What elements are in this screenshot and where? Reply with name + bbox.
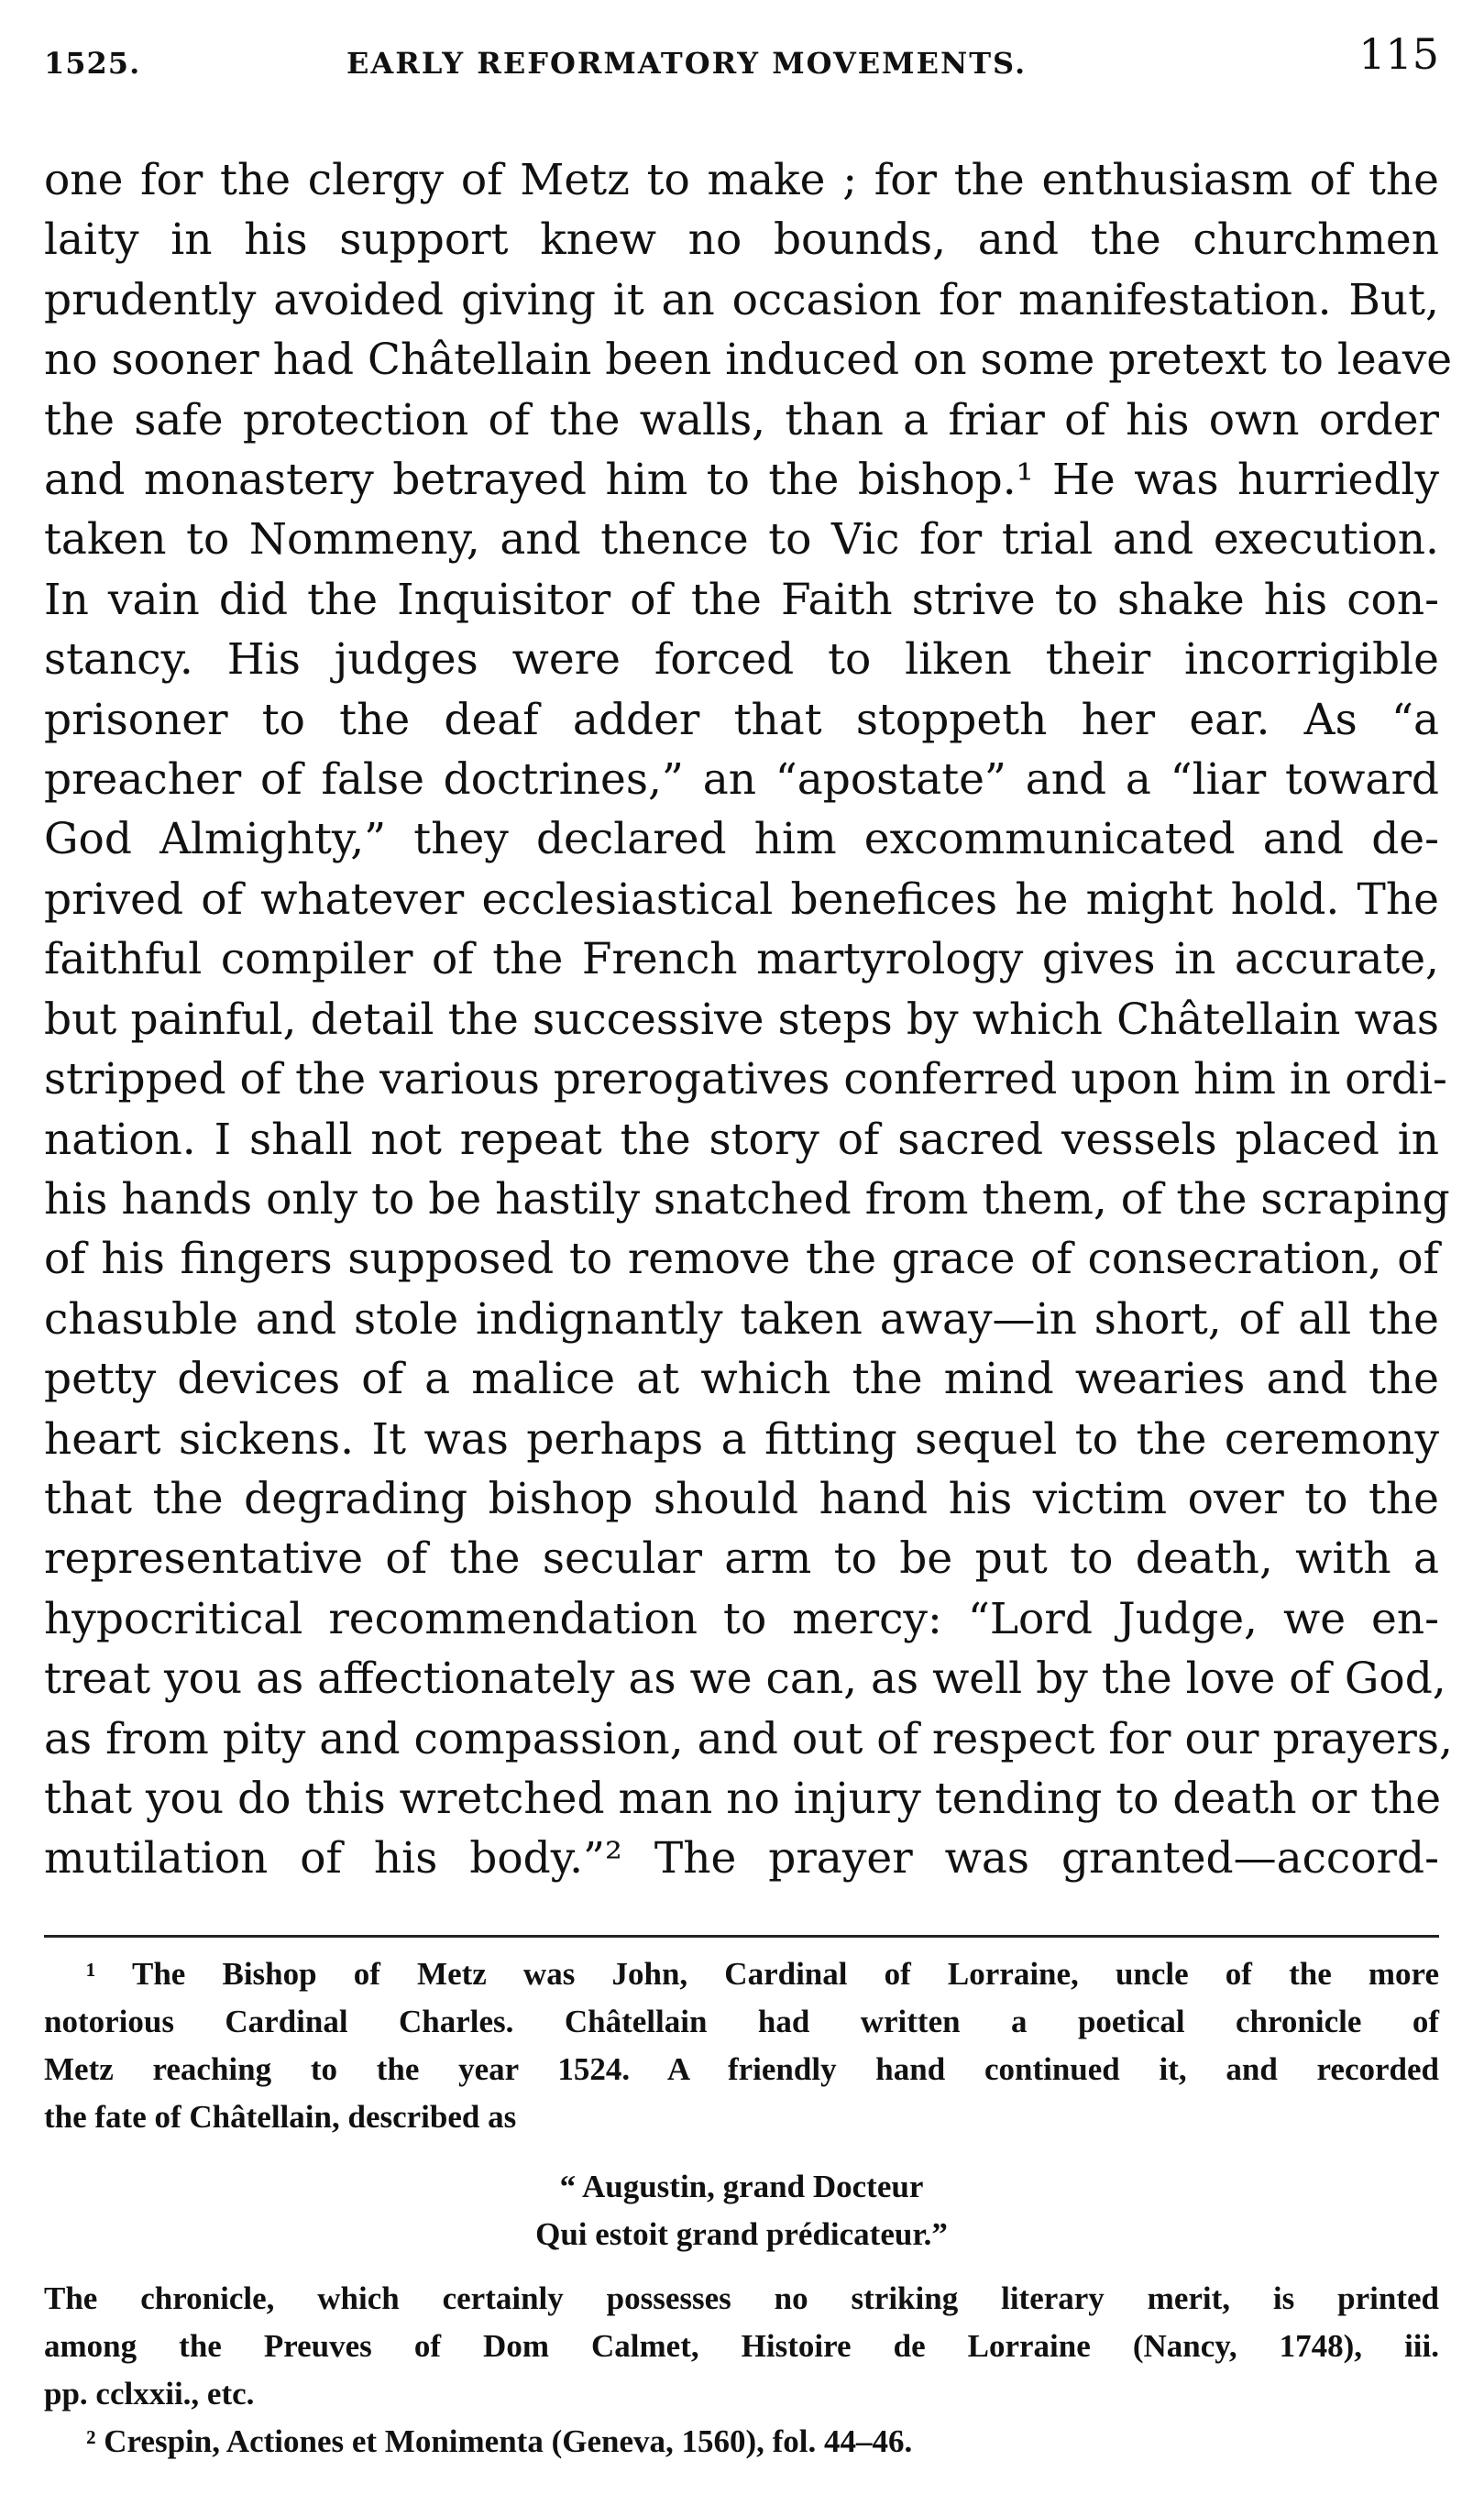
body-line: his hands only to be hastily snatched from them, of the scraping (44, 1173, 1450, 1225)
body-line: taken to Nommeny, and thence to Vic for trial and execution. (44, 514, 1439, 566)
body-line: God Almighty,” they declared him excommunicated and de- (44, 814, 1439, 865)
footnote-1-line: the fate of Châtellain, described as (44, 2098, 517, 2135)
footnote-quote-line: “ Augustin, grand Docteur (559, 2168, 924, 2204)
body-line: chasuble and stole indignantly taken away—in short, of all the (44, 1293, 1439, 1345)
page (44, 26, 1453, 2466)
body-line: and monastery betrayed him to the bishop.¹ He was hurriedly (44, 455, 1439, 506)
body-text (44, 150, 1453, 1889)
footnote-2: ² Crespin, Actiones et Monimenta (Geneva, 1560), fol. 44–46. (86, 2423, 913, 2459)
footnote-1-continuation-line: among the Preuves of Dom Calmet, Histoire de Lorraine (Nancy, 1748), iii. (44, 2327, 1439, 2364)
body-line: the safe protection of the walls, than a friar of his own order (44, 394, 1439, 445)
body-line: prived of whatever ecclesiastical benefices he might hold. The (44, 873, 1439, 925)
body-line: mutilation of his body.”² The prayer was granted—accord- (44, 1833, 1439, 1884)
running-head (44, 26, 1439, 90)
body-line: heart sickens. It was perhaps a fitting sequel to the ceremony (44, 1413, 1439, 1465)
body-line: treat you as affectionately as we can, as well by the love of God, (44, 1654, 1446, 1705)
footnote-1-line: ¹ The Bishop of Metz was John, Cardinal of Lorraine, uncle of the more (86, 1955, 1439, 1992)
body-line: that you do this wretched man no injury tending to death or the (44, 1773, 1442, 1824)
body-line: one for the clergy of Metz to make ; for the enthusiasm of the (44, 155, 1439, 205)
body-line: In vain did the Inquisitor of the Faith strive to shake his con- (44, 574, 1439, 625)
body-line: as from pity and compassion, and out of respect for our prayers, (44, 1713, 1453, 1764)
body-line: petty devices of a malice at which the mind wearies and the (44, 1354, 1439, 1405)
running-head-title: EARLY REFORMATORY MOVEMENTS. (346, 46, 1028, 81)
body-line: nation. I shall not repeat the story of sacred vessels placed in (44, 1114, 1439, 1165)
body-line: no sooner had Châtellain been induced on some pretext to leave (44, 335, 1453, 386)
body-line: laity in his support knew no bounds, and the churchmen (44, 214, 1439, 266)
footnote-rule (44, 1935, 1439, 1938)
body-line: stripped of the various prerogatives conferred upon him in ordi- (44, 1054, 1447, 1105)
footnote-quote-line: Qui estoit grand prédicateur.” (535, 2215, 948, 2252)
body-line: faithful compiler of the French martyrology gives in accurate, (44, 934, 1439, 985)
body-line: prudently avoided giving it an occasion for manifestation. But, (44, 274, 1439, 325)
footnote-1-line: notorious Cardinal Charles. Châtellain had written a poetical chronicle of (44, 2003, 1439, 2039)
body-line: stancy. His judges were forced to liken their incorrigible (44, 634, 1439, 686)
page-number: 115 (1358, 29, 1439, 79)
body-line: of his fingers supposed to remove the grace of consecration, of (44, 1234, 1439, 1285)
footnote-1-line: Metz reaching to the year 1524. A friendly hand continued it, and recorded (44, 2050, 1439, 2087)
body-line: preacher of false doctrines,” an “apostate” and a “liar toward (44, 754, 1439, 806)
body-line: but painful, detail the successive steps by which Châtellain was (44, 994, 1439, 1045)
body-line: representative of the secular arm to be put to death, with a (44, 1533, 1439, 1585)
footnotes (44, 1950, 1439, 2466)
body-line: prisoner to the deaf adder that stoppeth her ear. As “a (44, 694, 1439, 745)
body-line: that the degrading bishop should hand his victim over to the (44, 1473, 1439, 1524)
body-line: hypocritical recommendation to mercy: “Lord Judge, we en- (44, 1593, 1439, 1644)
footnote-1-continuation-line: pp. cclxxii., etc. (44, 2375, 255, 2412)
footnote-1-continuation-line: The chronicle, which certainly possesses no striking literary merit, is printed (44, 2280, 1439, 2316)
running-head-year: 1525. (44, 46, 141, 81)
